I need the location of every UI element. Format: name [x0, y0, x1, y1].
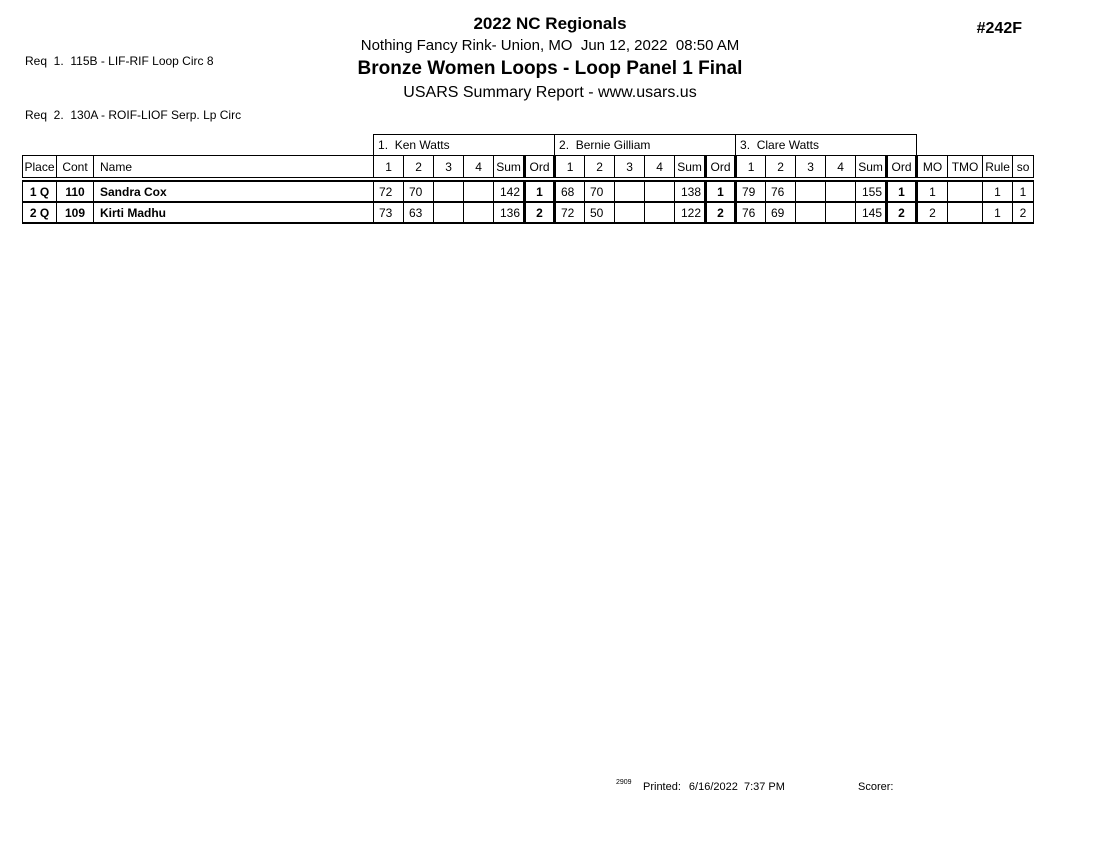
place-header: Place	[23, 156, 57, 178]
venue-datetime-line: Nothing Fancy Rink- Union, MO Jun 12, 2022 08:50 AM	[360, 37, 740, 54]
judge-2-label: 2. Bernie Gilliam	[555, 135, 736, 156]
judge-band-spacer-right	[917, 135, 1034, 156]
sum-cell: 122	[675, 202, 706, 223]
printed-label: Printed:	[643, 781, 681, 793]
tmo-header: TMO	[948, 156, 983, 178]
score-cell: 73	[374, 202, 404, 223]
judge3-sum-header: Sum	[856, 156, 887, 178]
judge-3-label: 3. Clare Watts	[736, 135, 917, 156]
name-header: Name	[94, 156, 374, 178]
report-header	[0, 13, 1100, 104]
score-cell: 76	[736, 202, 766, 223]
mo-header: MO	[917, 156, 948, 178]
score-cell	[434, 202, 464, 223]
report-subtitle: USARS Summary Report - www.usars.us	[403, 84, 697, 101]
score-cell	[464, 181, 494, 202]
score-cell	[796, 181, 826, 202]
judge2-sum-header: Sum	[675, 156, 706, 178]
score-cell: 76	[766, 181, 796, 202]
judge1-sum-header: Sum	[494, 156, 525, 178]
judge-band-spacer-left	[23, 135, 374, 156]
ordinal-cell: 1	[525, 181, 555, 202]
judge1-col2-header: 2	[404, 156, 434, 178]
results-header-table	[22, 134, 1034, 178]
judge1-col1-header: 1	[374, 156, 404, 178]
table-row	[23, 181, 1034, 202]
contestant-number-cell: 110	[57, 181, 94, 202]
skater-name-cell: Kirti Madhu	[94, 202, 374, 223]
judge2-col3-header: 3	[615, 156, 645, 178]
judge1-ord-header: Ord	[525, 156, 555, 178]
so-cell: 1	[1013, 181, 1034, 202]
report-code-superscript: 2909	[616, 779, 632, 786]
score-cell	[615, 202, 645, 223]
results-data-table	[22, 180, 1034, 224]
judge2-col2-header: 2	[585, 156, 615, 178]
judge-band-row	[23, 135, 1034, 156]
judge2-col1-header: 1	[555, 156, 585, 178]
event-number: #242F	[976, 20, 1022, 37]
score-cell	[645, 202, 675, 223]
scorer-label: Scorer:	[858, 781, 894, 793]
judge3-ord-header: Ord	[887, 156, 917, 178]
score-cell	[826, 202, 856, 223]
mo-cell: 2	[917, 202, 948, 223]
rule-cell: 1	[983, 181, 1013, 202]
printed-timestamp	[643, 781, 785, 793]
column-header-row	[23, 156, 1034, 178]
place-cell: 2 Q	[23, 202, 57, 223]
judge3-col1-header: 1	[736, 156, 766, 178]
table-row	[23, 202, 1034, 223]
tmo-cell	[948, 202, 983, 223]
judge3-col3-header: 3	[796, 156, 826, 178]
sum-cell: 145	[856, 202, 887, 223]
judge3-col2-header: 2	[766, 156, 796, 178]
ordinal-cell: 2	[525, 202, 555, 223]
score-cell	[464, 202, 494, 223]
score-cell: 70	[404, 181, 434, 202]
ordinal-cell: 2	[887, 202, 917, 223]
rule-cell: 1	[983, 202, 1013, 223]
ordinal-cell: 2	[706, 202, 736, 223]
ordinal-cell: 1	[706, 181, 736, 202]
score-cell: 68	[555, 181, 585, 202]
score-cell	[434, 181, 464, 202]
score-cell	[615, 181, 645, 202]
score-cell: 69	[766, 202, 796, 223]
score-cell	[796, 202, 826, 223]
score-cell: 72	[374, 181, 404, 202]
sum-cell: 138	[675, 181, 706, 202]
score-cell	[645, 181, 675, 202]
judge2-ord-header: Ord	[706, 156, 736, 178]
score-cell: 72	[555, 202, 585, 223]
ordinal-cell: 1	[887, 181, 917, 202]
tmo-cell	[948, 181, 983, 202]
mo-cell: 1	[917, 181, 948, 202]
place-cell: 1 Q	[23, 181, 57, 202]
results-table	[22, 134, 1033, 224]
score-cell: 50	[585, 202, 615, 223]
competition-title: 2022 NC Regionals	[473, 14, 627, 33]
judge1-col3-header: 3	[434, 156, 464, 178]
req-line-1: Req 1. 115B - LIF-RIF Loop Circ 8	[25, 54, 214, 68]
judge-1-label: 1. Ken Watts	[374, 135, 555, 156]
req-line-2: Req 2. 130A - ROIF-LIOF Serp. Lp Circ	[25, 108, 242, 122]
cont-header: Cont	[57, 156, 94, 178]
score-cell	[826, 181, 856, 202]
sum-cell: 155	[856, 181, 887, 202]
event-title: Bronze Women Loops - Loop Panel 1 Final	[357, 58, 743, 79]
so-cell: 2	[1013, 202, 1034, 223]
score-cell: 70	[585, 181, 615, 202]
score-cell: 63	[404, 202, 434, 223]
judge2-col4-header: 4	[645, 156, 675, 178]
sum-cell: 136	[494, 202, 525, 223]
rule-header: Rule	[983, 156, 1013, 178]
so-header: so	[1013, 156, 1034, 178]
score-cell: 79	[736, 181, 766, 202]
skater-name-cell: Sandra Cox	[94, 181, 374, 202]
judge3-col4-header: 4	[826, 156, 856, 178]
contestant-number-cell: 109	[57, 202, 94, 223]
judge1-col4-header: 4	[464, 156, 494, 178]
printed-value: 6/16/2022 7:37 PM	[688, 781, 785, 793]
sum-cell: 142	[494, 181, 525, 202]
